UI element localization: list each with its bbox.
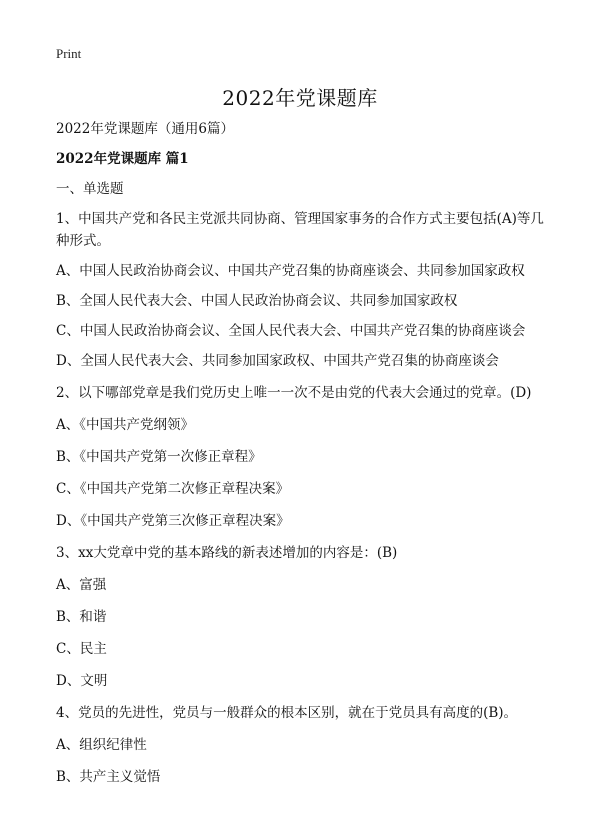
document-title: 2022年党课题库: [222, 86, 378, 110]
question-3-option-a: A、富强: [56, 577, 107, 593]
question-3-option-b: B、和谐: [56, 609, 107, 625]
question-3-text: 3、xx大党章中党的基本路线的新表述增加的内容是：(B): [56, 545, 398, 561]
question-4-option-b: B、共产主义觉悟: [56, 769, 161, 785]
question-1-option-d: D、全国人民代表大会、共同参加国家政权、中国共产党召集的协商座谈会: [56, 353, 499, 369]
section-heading: 2022年党课题库 篇1: [56, 151, 189, 167]
part-heading: 一、单选题: [56, 181, 124, 197]
question-2-text: 2、以下哪部党章是我们党历史上唯一一次不是由党的代表大会通过的党章。(D): [56, 385, 532, 401]
question-2-option-a: A、《中国共产党纲领》: [56, 417, 194, 433]
question-1-option-a: A、中国人民政治协商会议、中国共产党召集的协商座谈会、共同参加国家政权: [56, 263, 525, 279]
question-1-option-c: C、中国人民政治协商会议、全国人民代表大会、中国共产党召集的协商座谈会: [56, 323, 526, 339]
question-2-option-b: B、《中国共产党第一次修正章程》: [56, 449, 262, 465]
question-2-option-d: D、《中国共产党第三次修正章程决案》: [56, 513, 290, 529]
question-4-text: 4、党员的先进性，党员与一般群众的根本区别，就在于党员具有高度的(B)。: [56, 705, 518, 721]
document-subtitle: 2022年党课题库（通用6篇）: [56, 121, 234, 137]
question-1-text: 1、中国共产党和各民主党派共同协商、管理国家事务的合作方式主要包括(A)等几种形式。: [56, 211, 544, 249]
question-2-option-c: C、《中国共产党第二次修正章程决案》: [56, 481, 290, 497]
question-4-option-a: A、组织纪律性: [56, 737, 147, 753]
question-3-option-d: D、文明: [56, 673, 108, 689]
question-1-option-b: B、全国人民代表大会、中国人民政治协商会议、共同参加国家政权: [56, 293, 458, 309]
question-3-option-c: C、民主: [56, 641, 107, 657]
print-label: Print: [56, 46, 82, 61]
